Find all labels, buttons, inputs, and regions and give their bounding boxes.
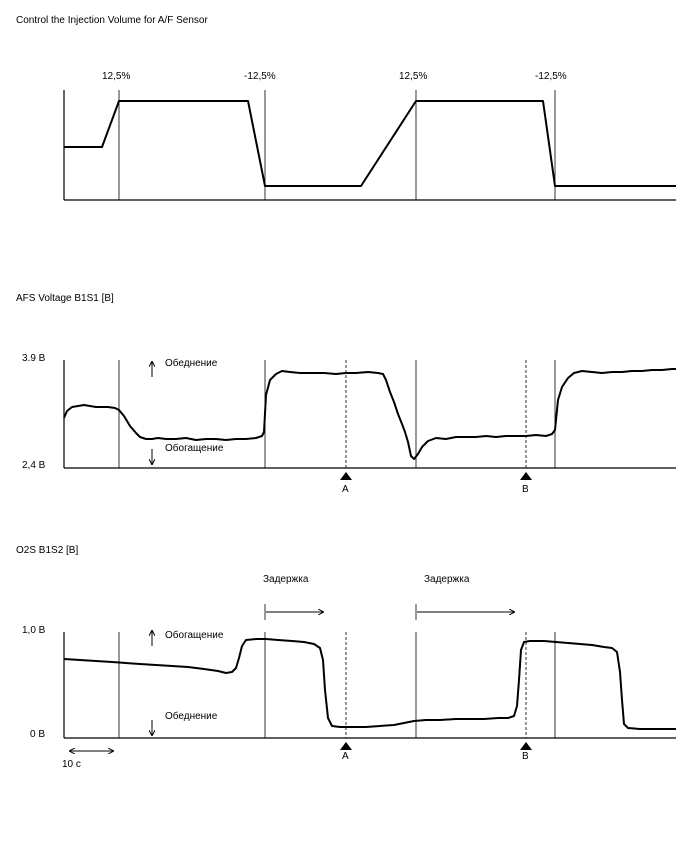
- o2s-marker-a-triangle: [340, 742, 352, 750]
- o2s-title: O2S B1S2 [B]: [16, 545, 79, 556]
- injection-trace: [64, 101, 676, 186]
- o2s-delay-1-label: Задержка: [263, 574, 309, 585]
- o2s-y-high-label: 1,0 В: [22, 625, 46, 636]
- afs-voltage-trace: [64, 369, 676, 459]
- time-scale-label: 10 с: [62, 759, 81, 770]
- o2s-chart: [64, 604, 676, 751]
- o2s-rich-label: Обогащение: [165, 630, 224, 641]
- o2s-marker-b-triangle: [520, 742, 532, 750]
- o2s-marker-b-label: B: [522, 751, 529, 762]
- afs-marker-b-triangle: [520, 472, 532, 480]
- injection-label-1: 12,5%: [102, 71, 131, 82]
- afs-y-high-label: 3.9 В: [22, 353, 46, 364]
- injection-label-3: 12,5%: [399, 71, 428, 82]
- afs-rich-label: Обогащение: [165, 443, 224, 454]
- o2s-delay-2-label: Задержка: [424, 574, 470, 585]
- o2s-voltage-trace: [64, 639, 676, 729]
- o2s-lean-label: Обеднение: [165, 711, 218, 722]
- afs-title: AFS Voltage B1S1 [B]: [16, 293, 114, 304]
- afs-marker-a-label: A: [342, 484, 349, 495]
- afs-marker-b-label: B: [522, 484, 529, 495]
- afs-marker-a-triangle: [340, 472, 352, 480]
- o2s-marker-a-label: A: [342, 751, 349, 762]
- injection-title: Control the Injection Volume for A/F Sensor: [16, 15, 208, 26]
- afs-y-low-label: 2,4 В: [22, 460, 46, 471]
- injection-label-2: -12,5%: [244, 71, 276, 82]
- injection-label-4: -12,5%: [535, 71, 567, 82]
- afs-lean-label: Обеднение: [165, 358, 218, 369]
- afs-chart: [64, 360, 676, 480]
- injection-chart: [64, 90, 676, 200]
- o2s-y-low-label: 0 В: [30, 729, 46, 740]
